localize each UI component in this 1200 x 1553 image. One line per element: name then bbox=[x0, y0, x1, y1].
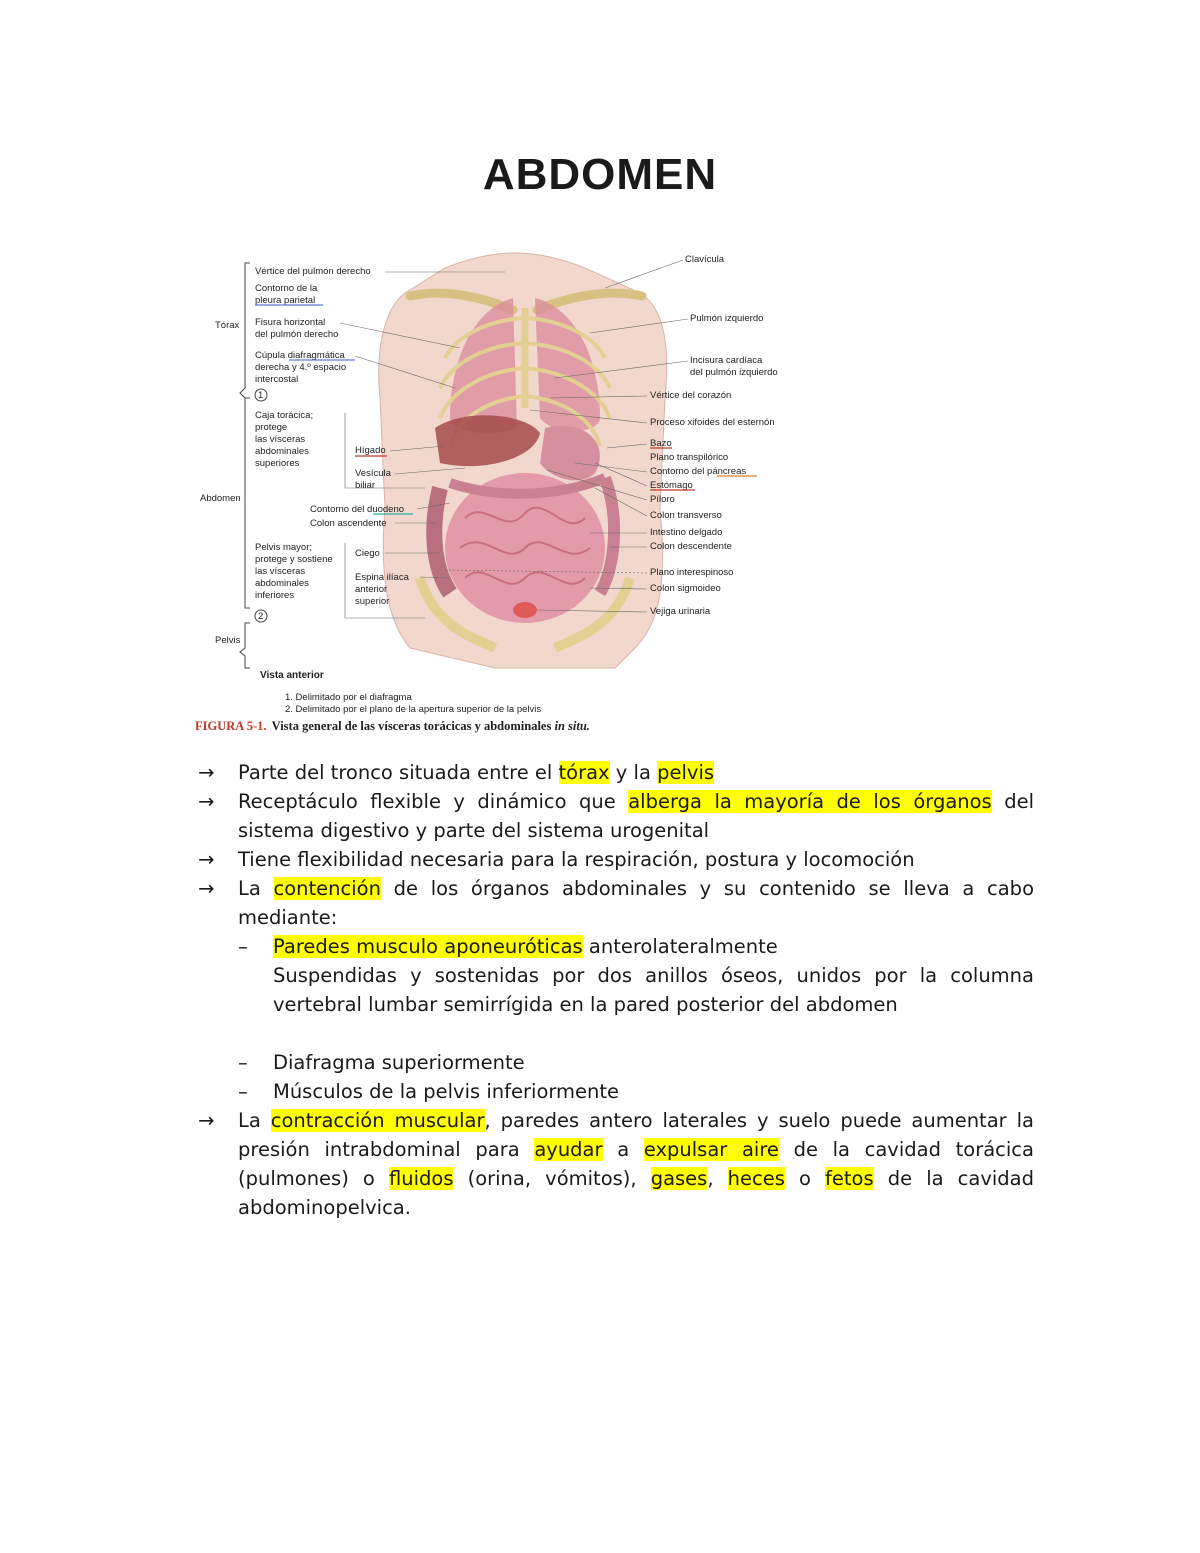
anatomy-figure bbox=[195, 248, 825, 738]
caption-italic: in situ. bbox=[554, 719, 590, 733]
label-fisura-2: del pulmón derecho bbox=[255, 329, 339, 340]
anatomy-illustration bbox=[195, 248, 825, 738]
highlight-contraccion: contracción muscular bbox=[270, 1109, 485, 1132]
label-incisura-2: del pulmón izquierdo bbox=[690, 367, 778, 378]
label-marker-2: 2 bbox=[258, 611, 264, 622]
label-vertice-pulmon: Vértice del pulmón derecho bbox=[255, 266, 371, 277]
label-intestino-delgado: Intestino delgado bbox=[650, 527, 723, 538]
arrow-marker: → bbox=[198, 1109, 215, 1132]
page-title: ABDOMEN bbox=[482, 150, 718, 199]
arrow-marker: → bbox=[198, 877, 215, 900]
label-proceso-xifoides: Proceso xifoides del esternón bbox=[650, 417, 775, 428]
label-torax: Tórax bbox=[215, 320, 240, 331]
highlight-contencion: contención bbox=[273, 877, 381, 900]
arrow-marker: → bbox=[198, 790, 215, 813]
label-duodeno: Contorno del duodeno bbox=[310, 504, 405, 515]
figure-caption bbox=[195, 715, 590, 734]
bullet-1: → Parte del tronco situada entre el tórax y la pelvis bbox=[198, 758, 1034, 787]
label-marker-1: 1 bbox=[258, 390, 264, 401]
label-incisura-1: Incisura cardíaca bbox=[690, 355, 763, 366]
sub-item-2: – Diafragma superiormente bbox=[198, 1048, 1034, 1077]
label-pelvis: Pelvis bbox=[215, 635, 241, 646]
label-contorno-pleura-2: pleura parietal bbox=[255, 295, 316, 306]
label-espina-2: anterior bbox=[355, 584, 388, 595]
label-espina-3: superior bbox=[355, 596, 390, 607]
highlight-fluidos: fluidos bbox=[388, 1167, 454, 1190]
dash-marker: – bbox=[238, 935, 248, 958]
label-vesicula-2: biliar bbox=[355, 480, 376, 491]
caption-text: Vista general de las vísceras torácicas y abdominales bbox=[271, 719, 555, 733]
label-vejiga: Vejiga urinaria bbox=[650, 606, 711, 617]
label-pelvis-mayor-5: inferiores bbox=[255, 590, 295, 601]
bullet-2: → Receptáculo flexible y dinámico que alberga la mayoría de los órganos del sistema digestivo y parte del sistema urogenital bbox=[198, 787, 1034, 845]
label-caja-1: Caja torácica; bbox=[255, 410, 314, 421]
label-cupula-3: intercostal bbox=[255, 374, 299, 385]
highlight-gases: gases bbox=[650, 1167, 708, 1190]
label-cupula-2: derecha y 4.º espacio bbox=[255, 362, 347, 373]
label-fisura-1: Fisura horizontal bbox=[255, 317, 326, 328]
label-caja-5: superiores bbox=[255, 458, 300, 469]
footnote-2: 2. Delimitado por el plano de la apertura superior de la pelvis bbox=[285, 704, 542, 715]
label-abdomen: Abdomen bbox=[200, 493, 241, 504]
label-vertice-corazon: Vértice del corazón bbox=[650, 390, 732, 401]
label-vesicula-1: Vesícula bbox=[355, 468, 391, 479]
label-colon-descendente: Colon descendente bbox=[650, 541, 732, 552]
label-estomago: Estómago bbox=[650, 480, 693, 491]
dash-marker: – bbox=[238, 1080, 248, 1103]
bullet-5: → La contracción muscular, paredes antero laterales y suelo puede aumentar la presión intrabdominal para ayudar a expulsar aire de la cavidad torácica (pulmones) o fluidos (orina, vómitos), gases, heces o fetos de la cavidad abdominopelvica. bbox=[198, 1106, 1034, 1222]
label-colon-sigmoideo: Colon sigmoideo bbox=[650, 583, 721, 594]
label-pelvis-mayor-4: abdominales bbox=[255, 578, 309, 589]
bullet-3: → Tiene flexibilidad necesaria para la respiración, postura y locomoción bbox=[198, 845, 1034, 874]
bladder-shape bbox=[513, 602, 537, 618]
sub-item-1: – Paredes musculo aponeuróticas anterolateralmente bbox=[198, 932, 1034, 961]
label-plano-interespinoso: Plano interespinoso bbox=[650, 567, 734, 578]
highlight-fetos: fetos bbox=[825, 1167, 874, 1190]
label-espina-1: Espina ilíaca bbox=[355, 572, 409, 583]
highlight-ayudar: ayudar bbox=[534, 1138, 603, 1161]
label-caja-2: protege bbox=[255, 422, 288, 433]
label-ciego: Ciego bbox=[355, 548, 380, 559]
label-pelvis-mayor-1: Pelvis mayor; bbox=[255, 542, 313, 553]
highlight-torax: tórax bbox=[558, 761, 610, 784]
dash-marker: – bbox=[238, 1051, 248, 1074]
label-plano-transpilorico: Plano transpilórico bbox=[650, 452, 729, 463]
sub-item-1-continuation: Suspendidas y sostenidas por dos anillos óseos, unidos por la columna vertebral lumbar semirrígida en la pared posterior del abdomen bbox=[273, 964, 1034, 1016]
label-caja-4: abdominales bbox=[255, 446, 309, 457]
caption-label: FIGURA 5-1. bbox=[195, 719, 267, 733]
arrow-marker: → bbox=[198, 848, 215, 871]
highlight-heces: heces bbox=[727, 1167, 785, 1190]
label-vista-anterior: Vista anterior bbox=[260, 670, 324, 681]
label-piloro: Píloro bbox=[650, 494, 675, 505]
label-bazo: Bazo bbox=[650, 438, 672, 449]
sub-item-3: – Músculos de la pelvis inferiormente bbox=[198, 1077, 1034, 1106]
notes-list bbox=[198, 758, 1034, 1222]
label-pelvis-mayor-3: las vísceras bbox=[255, 566, 306, 577]
label-pelvis-mayor-2: protege y sostiene bbox=[255, 554, 333, 565]
highlight-alberga: alberga la mayoría de los órganos bbox=[628, 790, 992, 813]
highlight-pelvis: pelvis bbox=[657, 761, 715, 784]
label-caja-3: las vísceras bbox=[255, 434, 306, 445]
label-colon-ascendente: Colon ascendente bbox=[310, 518, 387, 529]
label-pulmon-izquierdo: Pulmón izquierdo bbox=[690, 313, 764, 324]
label-higado: Hígado bbox=[355, 445, 386, 456]
label-clavicula: Clavícula bbox=[685, 254, 725, 265]
footnote-1: 1. Delimitado por el diafragma bbox=[285, 692, 412, 703]
label-colon-transverso: Colon transverso bbox=[650, 510, 722, 521]
highlight-paredes: Paredes musculo aponeuróticas bbox=[273, 935, 583, 958]
label-cupula-1: Cúpula diafragmática bbox=[255, 350, 345, 361]
highlight-expulsar-aire: expulsar aire bbox=[643, 1138, 779, 1161]
label-contorno-pleura-1: Contorno de la bbox=[255, 283, 318, 294]
bullet-4: → La contención de los órganos abdominales y su contenido se lleva a cabo mediante: bbox=[198, 874, 1034, 932]
arrow-marker: → bbox=[198, 761, 215, 784]
label-contorno-pancreas: Contorno del páncreas bbox=[650, 466, 747, 477]
